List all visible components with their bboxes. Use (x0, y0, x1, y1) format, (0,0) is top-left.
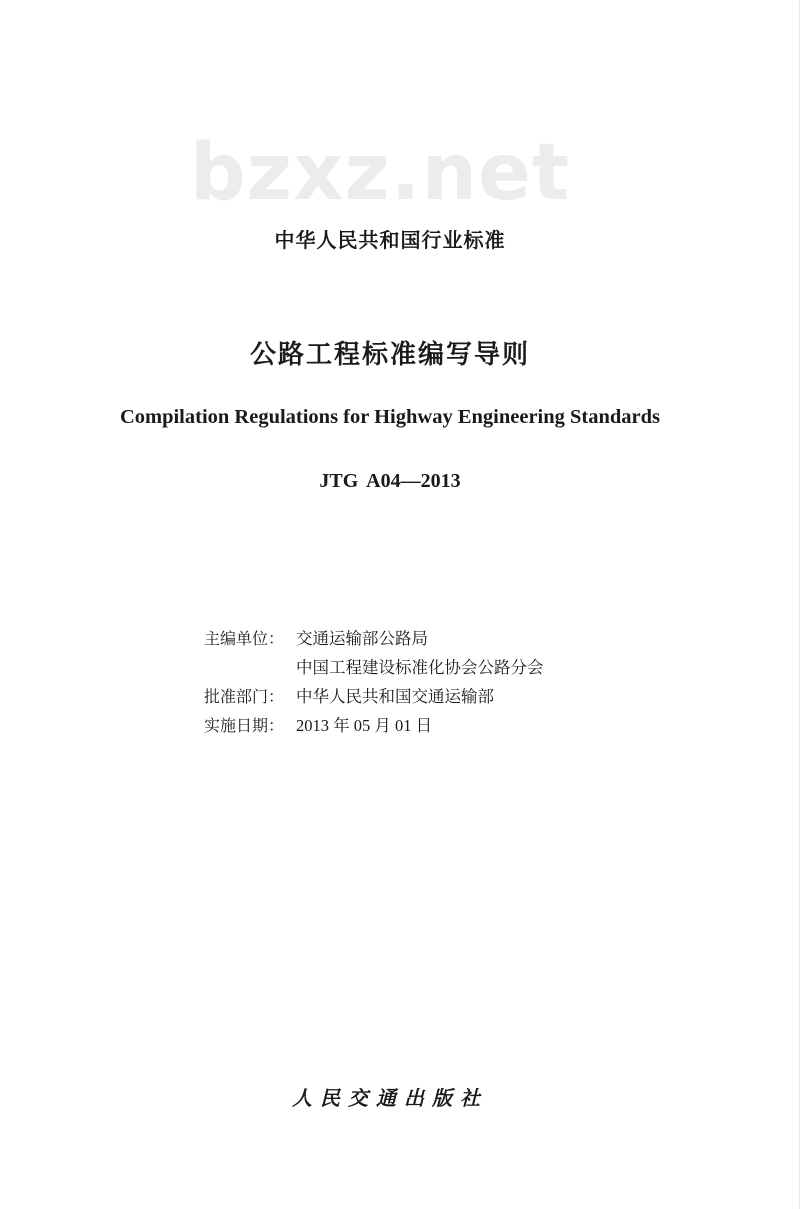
info-value: 2013 年 05 月 01 日 (296, 716, 433, 735)
info-label (204, 653, 296, 682)
publisher: 人民交通出版社 (292, 1086, 488, 1110)
info-label: 主编单位： (204, 629, 285, 648)
watermark: bzxz.net (189, 128, 571, 218)
info-label: 批准部门： (204, 687, 285, 706)
info-label: 实施日期： (204, 716, 285, 735)
info-row-approver (204, 682, 544, 711)
standard-series: 中华人民共和国行业标准 (274, 228, 506, 252)
info-value: 交通运输部公路局 (296, 629, 428, 648)
title-english: Compilation Regulations for Highway Engineering Standards (119, 406, 661, 428)
info-block (204, 624, 544, 740)
title-chinese: 公路工程标准编写导则 (249, 340, 530, 370)
info-row-editor (204, 624, 544, 653)
info-row-editor-2 (204, 653, 544, 682)
standard-code: JTG A04—2013 (319, 470, 461, 492)
info-value: 中国工程建设标准化协会公路分会 (296, 658, 544, 677)
info-value: 中华人民共和国交通运输部 (296, 687, 494, 706)
info-row-effective-date (204, 711, 544, 740)
